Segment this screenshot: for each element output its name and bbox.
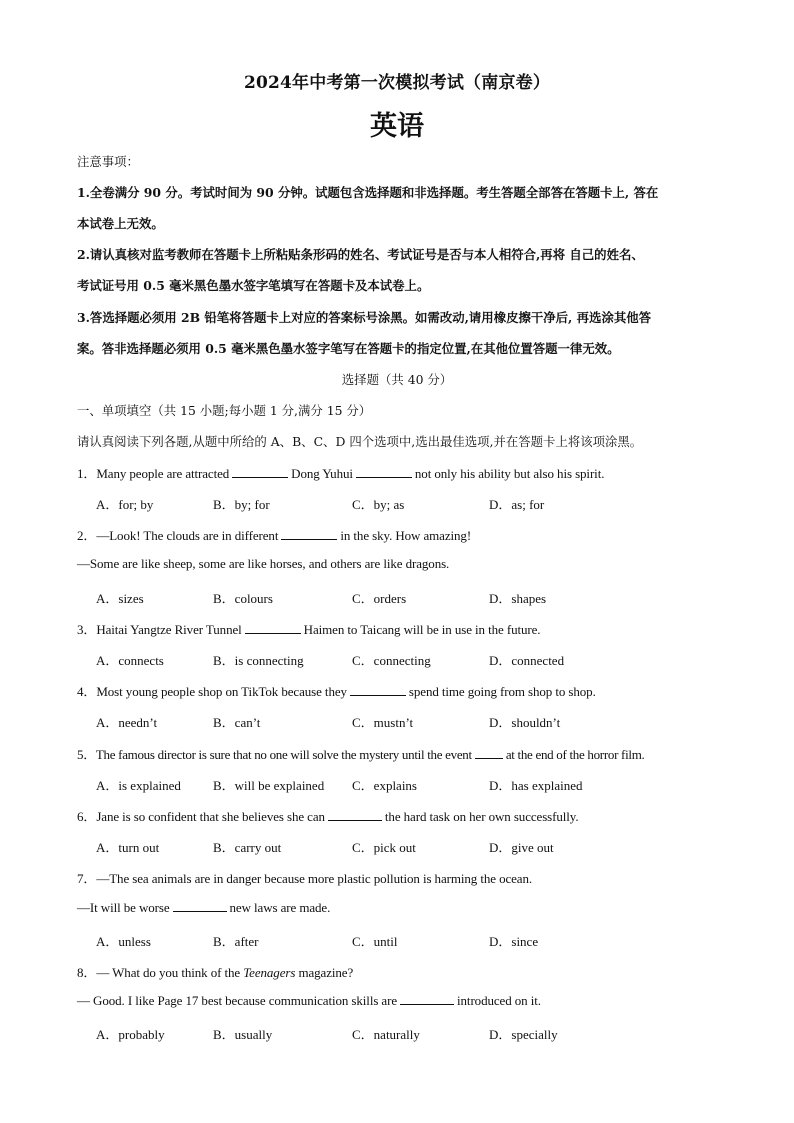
answer-blank: [328, 809, 382, 821]
question-number: 6．: [77, 809, 97, 824]
answer-blank: [281, 528, 337, 540]
option-c: C．connecting: [352, 653, 431, 668]
option-b: B．carry out: [213, 840, 282, 855]
option-a: A．sizes: [96, 591, 144, 606]
option-c: C．by; as: [352, 497, 405, 512]
question-8-options: [96, 1024, 736, 1042]
option-a: A．turn out: [96, 840, 160, 855]
answer-blank: [356, 466, 412, 478]
option-d: D．as; for: [489, 497, 545, 512]
part-instruction: 请认真阅读下列各题,从题中所给的 A、B、C、D 四个选项中,选出最佳选项,并在答题卡上将该项涂黑。: [77, 434, 643, 449]
option-c: C．until: [352, 934, 398, 949]
question-7-options: [96, 931, 736, 949]
question-number: 4．: [77, 684, 97, 699]
option-c: C．orders: [352, 591, 407, 606]
notice-item-2-line-1: 2.请认真核对监考教师在答题卡上所粘贴条形码的姓名、考试证号是否与本人相符合,再将 自己的姓名、: [77, 247, 644, 262]
question-number: 1．: [77, 466, 97, 481]
subject-title: 英语: [370, 111, 424, 142]
magazine-name: Teenagers: [243, 965, 296, 980]
option-a: A．unless: [96, 934, 151, 949]
option-c: C．explains: [352, 778, 417, 793]
option-b: B．after: [213, 934, 259, 949]
question-number: 3．: [77, 622, 97, 637]
notice-item-3-line-1: 3.答选择题必须用 2B 铅笔将答题卡上对应的答案标号涂黑。如需改动,请用橡皮擦干净后, 再选涂其他答: [77, 310, 652, 325]
question-number: 7．: [77, 871, 97, 886]
answer-blank: [400, 993, 454, 1005]
question-8-reply: — Good. I like Page 17 best because communication skills are introduced on it.: [77, 993, 541, 1008]
option-b: B．will be explained: [213, 778, 325, 793]
option-d: D．shapes: [489, 591, 547, 606]
question-2-reply: —Some are like sheep, some are like horses, and others are like dragons.: [77, 556, 450, 571]
question-number: 5．: [77, 747, 96, 762]
option-b: B．is connecting: [213, 653, 304, 668]
answer-blank: [350, 684, 406, 696]
option-d: D．give out: [489, 840, 554, 855]
question-7-stem: 7．—The sea animals are in danger because more plastic pollution is harming the ocean.: [77, 871, 533, 886]
question-7-reply: —It will be worse new laws are made.: [77, 900, 331, 915]
option-d: D．has explained: [489, 778, 583, 793]
option-d: D．specially: [489, 1027, 558, 1042]
option-a: A．needn’t: [96, 715, 158, 730]
question-3-stem: 3．Haitai Yangtze River Tunnel Haimen to Taicang will be in use in the future.: [77, 622, 541, 637]
option-b: B．can’t: [213, 715, 261, 730]
question-4-stem: 4．Most young people shop on TikTok because they spend time going from shop to shop.: [77, 684, 596, 699]
part-title: 一、单项填空（共 15 小题;每小题 1 分,满分 15 分）: [77, 403, 372, 418]
exam-title: 2024年中考第一次模拟考试（南京卷）: [243, 73, 551, 93]
question-4-options: [96, 712, 736, 730]
option-a: A．connects: [96, 653, 164, 668]
option-a: A．is explained: [96, 778, 181, 793]
answer-blank: [232, 466, 288, 478]
question-3-options: [96, 650, 736, 668]
section-heading: 选择题（共 40 分）: [341, 372, 453, 387]
answer-blank: [173, 900, 227, 912]
question-number: 2．: [77, 528, 97, 543]
option-b: B．by; for: [213, 497, 270, 512]
option-c: C．naturally: [352, 1027, 420, 1042]
question-6-stem: 6．Jane is so confident that she believes she can the hard task on her own successfully.: [77, 809, 579, 824]
option-a: A．for; by: [96, 497, 154, 512]
question-2-options: [96, 588, 736, 606]
question-5-options: [96, 775, 736, 793]
question-1-stem: 1．Many people are attracted Dong Yuhui not only his ability but also his spirit.: [77, 466, 605, 481]
notice-item-1-line-2: 本试卷上无效。: [77, 216, 164, 231]
answer-blank: [245, 622, 301, 634]
option-d: D．shouldn’t: [489, 715, 561, 730]
option-d: D．connected: [489, 653, 565, 668]
question-6-options: [96, 837, 736, 855]
notice-item-1-line-1: 1.全卷满分 90 分。考试时间为 90 分钟。试题包含选择题和非选择题。考生答题全部答在答题卡上, 答在: [77, 185, 659, 200]
option-b: B．usually: [213, 1027, 273, 1042]
option-c: C．pick out: [352, 840, 416, 855]
question-8-stem: 8．— What do you think of the Teenagers magazine?: [77, 965, 354, 980]
question-number: 8．: [77, 965, 97, 980]
answer-blank: [475, 747, 503, 759]
option-d: D．since: [489, 934, 539, 949]
question-1-options: [96, 494, 736, 512]
question-5-stem: 5．The famous director is sure that no one will solve the mystery until the event at the end of the horror film.: [77, 747, 645, 762]
notice-heading: 注意事项：: [77, 154, 139, 169]
option-b: B．colours: [213, 591, 273, 606]
notice-item-3-line-2: 案。答非选择题必须用 0.5 毫米黑色墨水签字笔写在答题卡的指定位置,在其他位置答题一律无效。: [77, 341, 620, 356]
option-c: C．mustn’t: [352, 715, 414, 730]
question-2-stem: 2．—Look! The clouds are in different in the sky. How amazing!: [77, 528, 472, 543]
notice-item-2-line-2: 考试证号用 0.5 毫米黑色墨水签字笔填写在答题卡及本试卷上。: [77, 278, 430, 293]
option-a: A．probably: [96, 1027, 165, 1042]
